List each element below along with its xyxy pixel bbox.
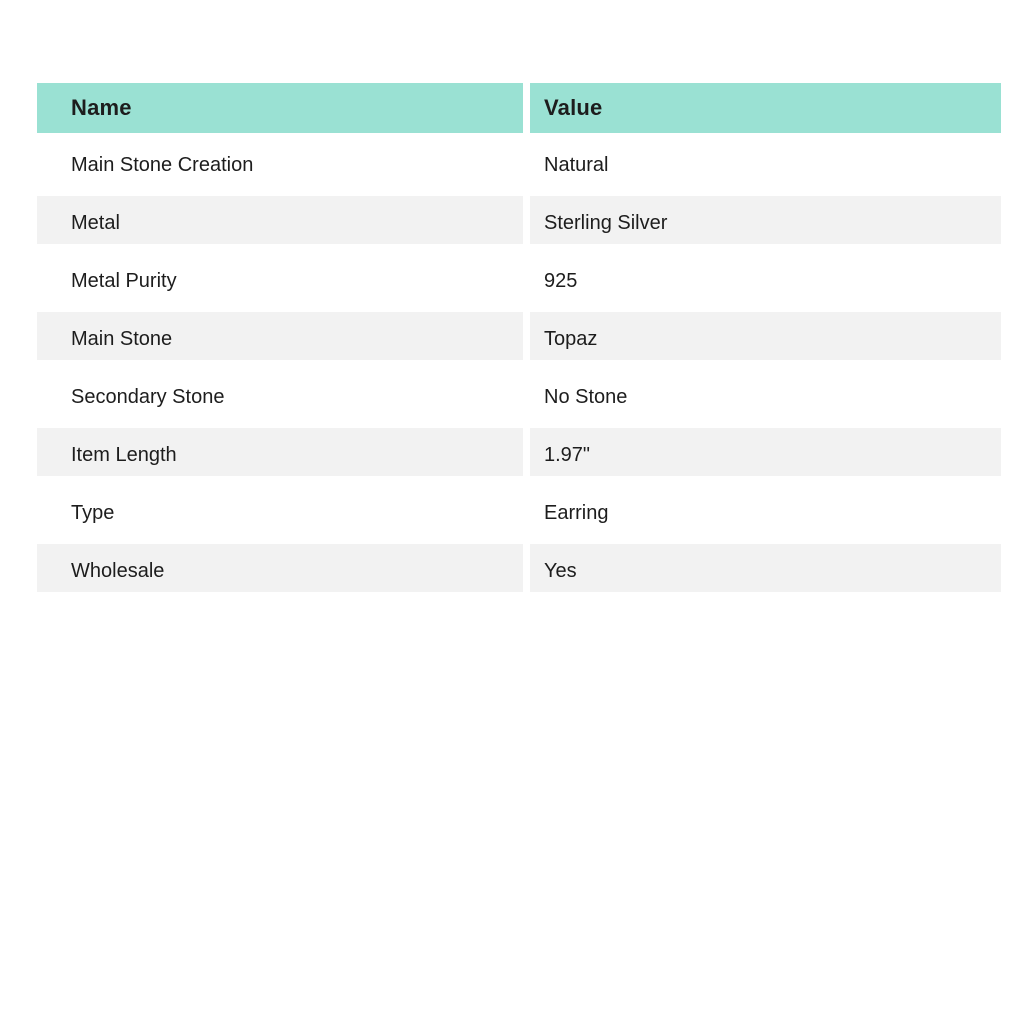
attribute-value-cell: Topaz: [530, 307, 1001, 365]
attribute-name-cell: Secondary Stone: [37, 365, 530, 423]
table-row: [37, 423, 1001, 481]
table-row: [37, 191, 1001, 249]
attribute-name-cell: Wholesale: [37, 539, 530, 597]
attribute-value-cell: Earring: [530, 481, 1001, 539]
attribute-name-cell: Main Stone Creation: [37, 133, 530, 191]
column-header-value: Value: [530, 83, 1001, 133]
table-row: [37, 133, 1001, 191]
product-attributes-table: [37, 83, 1001, 597]
attribute-value-cell: Sterling Silver: [530, 191, 1001, 249]
attribute-name-cell: Metal: [37, 191, 530, 249]
table-row: [37, 539, 1001, 597]
attribute-value-cell: Yes: [530, 539, 1001, 597]
column-header-name: Name: [37, 83, 530, 133]
table-row: [37, 481, 1001, 539]
attribute-value-cell: No Stone: [530, 365, 1001, 423]
attribute-name-cell: Type: [37, 481, 530, 539]
table-row: [37, 365, 1001, 423]
attribute-name-cell: Main Stone: [37, 307, 530, 365]
table-row: [37, 249, 1001, 307]
attribute-name-cell: Metal Purity: [37, 249, 530, 307]
attribute-value-cell: Natural: [530, 133, 1001, 191]
table-row: [37, 307, 1001, 365]
attribute-value-cell: 925: [530, 249, 1001, 307]
table-header-row: [37, 83, 1001, 133]
attribute-value-cell: 1.97": [530, 423, 1001, 481]
attribute-name-cell: Item Length: [37, 423, 530, 481]
